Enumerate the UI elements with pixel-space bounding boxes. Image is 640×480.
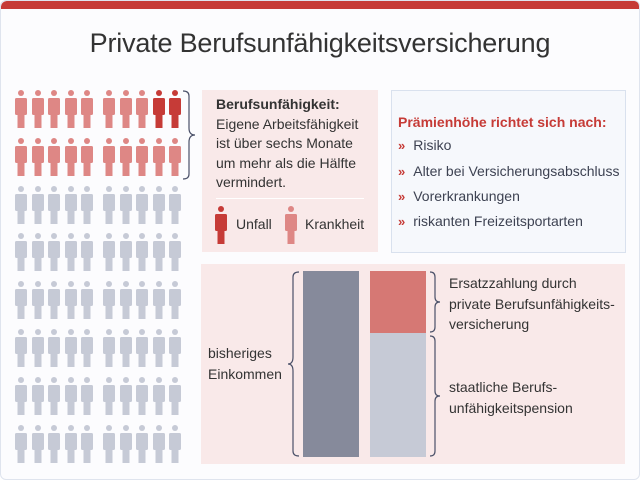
person-other-icon <box>32 377 44 415</box>
state-pension-bar <box>370 333 426 457</box>
person-other-icon <box>15 281 27 319</box>
person-other-icon <box>136 186 148 224</box>
person-other-icon <box>48 425 60 463</box>
person-illness-icon <box>65 90 77 128</box>
person-other-icon <box>153 377 165 415</box>
person-other-icon <box>32 329 44 367</box>
previous-income-bar <box>303 271 359 457</box>
person-other-icon <box>103 377 115 415</box>
person-other-icon <box>136 281 148 319</box>
private-insurance-bar <box>370 271 426 333</box>
person-other-icon <box>48 329 60 367</box>
person-other-icon <box>153 329 165 367</box>
premium-item: » Alter bei Versicherungsabschluss <box>398 163 620 179</box>
person-other-icon <box>153 186 165 224</box>
legend-label-illness: Krankheit <box>305 216 365 232</box>
person-other-icon <box>15 233 27 271</box>
person-other-icon <box>81 233 93 271</box>
person-other-icon <box>81 281 93 319</box>
person-illness-icon <box>120 90 132 128</box>
person-illness-icon <box>136 90 148 128</box>
bullet-icon: » <box>398 138 406 153</box>
state-pension-label: staatliche Berufs- unfähigkeitspension <box>449 379 573 416</box>
person-other-icon <box>153 281 165 319</box>
person-accident-icon <box>215 206 227 244</box>
person-illness-icon <box>103 90 115 128</box>
private-brace-icon <box>429 271 441 333</box>
person-other-icon <box>120 377 132 415</box>
person-other-icon <box>32 233 44 271</box>
person-illness-icon <box>153 138 165 176</box>
bullet-icon: » <box>398 189 406 204</box>
person-other-icon <box>103 281 115 319</box>
premium-item: » Vorerkrankungen <box>398 188 520 204</box>
definition-text <box>216 95 376 193</box>
person-other-icon <box>120 425 132 463</box>
affected-brace-icon <box>182 90 198 180</box>
person-other-icon <box>48 186 60 224</box>
definition-line: um mehr als die Hälfte <box>216 154 357 171</box>
person-other-icon <box>32 281 44 319</box>
person-other-icon <box>65 281 77 319</box>
bullet-icon: » <box>398 164 406 179</box>
person-illness-icon <box>48 90 60 128</box>
person-other-icon <box>103 233 115 271</box>
person-illness-icon <box>169 138 181 176</box>
definition-line: ist über sechs Monate <box>216 135 353 151</box>
person-other-icon <box>169 425 181 463</box>
previous-income-label: bisheriges Einkommen <box>208 345 282 382</box>
person-other-icon <box>103 329 115 367</box>
person-other-icon <box>153 425 165 463</box>
definition-line: vermindert. <box>216 174 287 190</box>
person-illness-icon <box>65 138 77 176</box>
person-other-icon <box>169 281 181 319</box>
person-other-icon <box>169 233 181 271</box>
person-illness-icon <box>15 138 27 176</box>
person-other-icon <box>65 425 77 463</box>
legend-label-accident: Unfall <box>236 216 272 232</box>
person-other-icon <box>136 377 148 415</box>
person-other-icon <box>32 186 44 224</box>
definition-divider <box>216 198 364 199</box>
premium-heading: Prämienhöhe richtet sich nach: <box>398 114 607 130</box>
person-other-icon <box>136 233 148 271</box>
person-illness-icon <box>136 138 148 176</box>
person-illness-icon <box>15 90 27 128</box>
person-other-icon <box>169 186 181 224</box>
person-other-icon <box>65 329 77 367</box>
person-other-icon <box>48 281 60 319</box>
person-accident-icon <box>153 90 165 128</box>
person-other-icon <box>153 233 165 271</box>
person-other-icon <box>120 329 132 367</box>
person-other-icon <box>65 186 77 224</box>
person-other-icon <box>32 425 44 463</box>
person-illness-icon <box>120 138 132 176</box>
person-other-icon <box>169 377 181 415</box>
person-other-icon <box>15 186 27 224</box>
person-other-icon <box>65 377 77 415</box>
person-other-icon <box>103 425 115 463</box>
person-other-icon <box>120 281 132 319</box>
person-other-icon <box>103 186 115 224</box>
person-other-icon <box>136 425 148 463</box>
person-other-icon <box>120 186 132 224</box>
person-other-icon <box>169 329 181 367</box>
page-title: Private Berufsunfähigkeitsversicherung <box>89 28 551 58</box>
person-illness-icon <box>81 90 93 128</box>
person-other-icon <box>48 233 60 271</box>
top-accent-bar <box>1 1 640 9</box>
person-other-icon <box>136 329 148 367</box>
person-other-icon <box>81 425 93 463</box>
person-other-icon <box>15 377 27 415</box>
income-brace-icon <box>287 271 301 457</box>
person-illness-icon <box>32 90 44 128</box>
private-insurance-label: Ersatzzahlung durch private Berufsunfähigkeits- versicherung <box>449 275 615 332</box>
person-other-icon <box>81 329 93 367</box>
definition-heading: Berufsunfähigkeit: <box>216 96 340 112</box>
person-illness-icon <box>48 138 60 176</box>
person-accident-icon <box>169 90 181 128</box>
person-other-icon <box>15 329 27 367</box>
person-other-icon <box>81 186 93 224</box>
person-illness-icon <box>81 138 93 176</box>
person-illness-icon <box>103 138 115 176</box>
person-other-icon <box>81 377 93 415</box>
person-other-icon <box>15 425 27 463</box>
person-other-icon <box>120 233 132 271</box>
person-illness-icon <box>285 206 297 244</box>
state-brace-icon <box>429 335 441 457</box>
person-illness-icon <box>32 138 44 176</box>
premium-item: » riskanten Freizeitsportarten <box>398 213 583 229</box>
definition-line: Eigene Arbeitsfähigkeit <box>216 115 359 132</box>
bullet-icon: » <box>398 214 406 229</box>
person-other-icon <box>65 233 77 271</box>
person-other-icon <box>48 377 60 415</box>
premium-item: » Risiko <box>398 137 452 153</box>
